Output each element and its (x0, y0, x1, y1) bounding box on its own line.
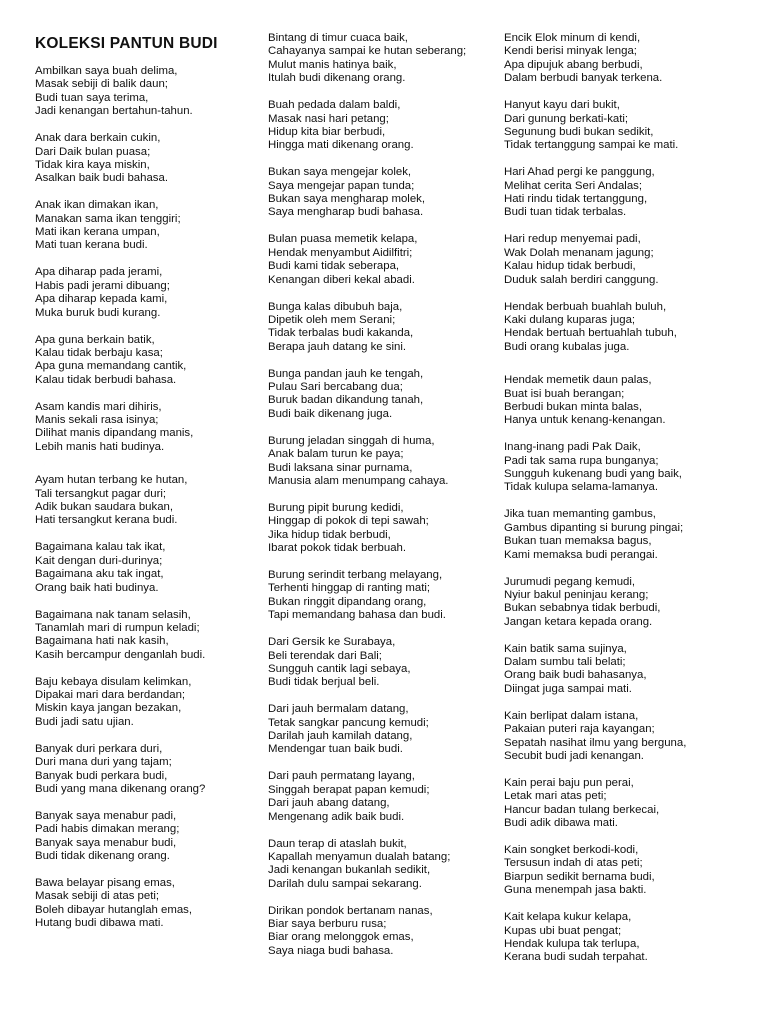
pantun-line: Bintang di timur cuaca baik, (268, 32, 408, 44)
pantun-line: Anak balam turun ke paya; (268, 448, 404, 461)
pantun-line: Buruk badan dikandung tanah, (268, 394, 424, 407)
pantun-stanza (504, 374, 766, 428)
pantun-line: Jurumudi pegang kemudi, (504, 575, 636, 588)
pantun-line: Hidup kita biar berbudi, (268, 125, 386, 138)
pantun-line: Mendengar tuan baik budi. (268, 743, 403, 756)
pantun-line: Dari pauh permatang layang, (268, 770, 415, 783)
pantun-stanza (268, 435, 500, 489)
pantun-line: Duduk salah berdiri canggung. (504, 273, 659, 286)
pantun-line: Letak mari atas peti; (504, 790, 607, 803)
pantun-line: Kerana budi sudah terpahat. (504, 951, 648, 964)
pantun-line: Tanamlah mari di rumpun keladi; (35, 621, 200, 634)
pantun-stanza (35, 334, 263, 388)
pantun-line: Anak ikan dimakan ikan, (35, 199, 159, 212)
pantun-stanza (35, 401, 263, 455)
pantun-line: Buat isi buah berangan; (504, 387, 625, 400)
pantun-line: Burung serindit terbang melayang, (268, 569, 443, 581)
pantun-line: Dirikan pondok bertanam nanas, (268, 904, 433, 917)
pantun-line: Hendak bertuah bertuahlah tubuh, (504, 327, 677, 340)
pantun-line: Saya niaga budi bahasa. (268, 944, 394, 957)
pantun-line: Hanya untuk kenang-kenangan. (504, 414, 666, 427)
pantun-line: Budi tidak dikenang orang. (35, 850, 170, 863)
pantun-line: Jika hidup tidak berbudi, (268, 528, 391, 541)
pantun-line: Cahayanya sampai ke hutan seberang; (268, 45, 467, 58)
pantun-line: Kami memaksa budi perangai. (504, 548, 658, 561)
pantun-stanza (268, 770, 500, 824)
pantun-line: Budi kami tidak seberapa, (268, 260, 400, 273)
pantun-line: Kupas ubi buat pengat; (504, 924, 622, 937)
pantun-line: Anak dara berkain cukin, (35, 132, 161, 145)
pantun-stanza (35, 810, 263, 864)
pantun-line: Lebih manis hati budinya. (35, 440, 165, 453)
pantun-stanza (268, 166, 500, 220)
pantun-line: Masak sebiji di balik daun; (35, 78, 168, 91)
pantun-line: Budi tuan saya terima, (35, 91, 149, 104)
pantun-line: Tapi memandang bahasa dan budi. (268, 609, 446, 622)
pantun-stanza (268, 838, 500, 892)
pantun-stanza (268, 99, 500, 153)
pantun-line: Budi tidak berjual beli. (268, 676, 380, 689)
pantun-line: Biar saya berburu rusa; (268, 918, 387, 931)
pantun-stanza (268, 233, 500, 287)
pantun-line: Asalkan baik budi bahasa. (35, 172, 168, 185)
pantun-line: Bukan sebabnya tidak berbudi, (504, 602, 661, 615)
pantun-line: Orang baik budi bahasanya, (504, 669, 647, 682)
pantun-line: Berapa jauh datang ke sini. (268, 340, 407, 353)
pantun-line: Dari Daik bulan puasa; (35, 145, 151, 158)
pantun-line: Tetak sangkar pancung kemudi; (268, 716, 429, 729)
pantun-line: Tidak tertanggung sampai ke mati. (504, 139, 679, 152)
pantun-line: Muka buruk budi kurang. (35, 306, 161, 319)
pantun-line: Kait dengan duri-durinya; (35, 554, 163, 567)
pantun-line: Dari Gersik ke Surabaya, (268, 636, 396, 649)
pantun-line: Kasih bercampur denganlah budi. (35, 648, 206, 661)
pantun-line: Kalau tidak berbudi bahasa. (35, 373, 177, 386)
pantun-stanza (504, 441, 766, 495)
pantun-line: Bunga pandan jauh ke tengah, (268, 367, 424, 380)
pantun-stanza (504, 233, 766, 287)
pantun-line: Mati ikan kerana umpan, (35, 226, 160, 239)
pantun-line: Budi orang kubalas juga. (504, 340, 630, 353)
pantun-line: Beli terendak dari Bali; (268, 649, 382, 662)
pantun-line: Bulan puasa memetik kelapa, (268, 233, 418, 246)
pantun-line: Bagaimana hati nak kasih, (35, 635, 169, 648)
pantun-line: Bagaimana nak tanam selasih, (35, 608, 191, 621)
pantun-line: Guna menempah jasa bakti. (504, 884, 647, 897)
pantun-line: Manusia alam menumpang cahaya. (268, 474, 449, 487)
column-3 (504, 32, 766, 978)
pantun-line: Kaki dulang kuparas juga; (504, 313, 636, 326)
pantun-line: Gambus dipanting si burung pingai; (504, 521, 684, 534)
pantun-line: Kalau hidup tidak berbudi, (504, 260, 636, 273)
pantun-line: Hanyut kayu dari bukit, (504, 99, 620, 112)
pantun-line: Ibarat pokok tidak berbuah. (268, 542, 407, 555)
pantun-stanza (35, 132, 263, 186)
pantun-line: Jadi kenangan bertahun-tahun. (35, 105, 193, 118)
pantun-line: Banyak saya menabur budi, (35, 836, 177, 849)
pantun-line: Hancur badan tulang berkecai, (504, 803, 660, 816)
pantun-line: Kain songket berkodi-kodi, (504, 844, 639, 856)
pantun-line: Jangan ketara kepada orang. (504, 615, 653, 628)
pantun-stanza (504, 643, 766, 697)
pantun-line: Tersusun indah di atas peti; (504, 857, 643, 870)
pantun-stanza (504, 508, 766, 562)
pantun-line: Budi laksana sinar purnama, (268, 461, 413, 474)
pantun-line: Hendak memetik daun palas, (504, 374, 652, 387)
pantun-line: Mengenang adik baik budi. (268, 810, 405, 823)
pantun-line: Padi tak sama rupa bunganya; (504, 454, 659, 467)
pantun-line: Manakan sama ikan tenggiri; (35, 212, 181, 225)
pantun-line: Baju kebaya disulam kelimkan, (35, 675, 192, 688)
pantun-line: Sungguh kukenang budi yang baik, (504, 468, 682, 481)
pantun-stanza (35, 199, 263, 253)
pantun-line: Tali tersangkut pagar duri; (35, 487, 167, 500)
pantun-line: Dalam berbudi banyak terkena. (504, 72, 663, 85)
pantun-stanza (268, 905, 500, 959)
pantun-line: Hendak menyambut Aidilfitri; (268, 246, 413, 259)
pantun-line: Kalau tidak berbaju kasa; (35, 346, 163, 359)
pantun-line: Padi habis dimakan merang; (35, 823, 180, 836)
pantun-line: Banyak duri perkara duri, (35, 742, 163, 755)
pantun-line: Sungguh cantik lagi sebaya, (268, 662, 411, 675)
pantun-line: Kenangan diberi kekal abadi. (268, 273, 415, 286)
pantun-line: Tidak terbalas budi kakanda, (268, 327, 414, 340)
pantun-line: Banyak saya menabur padi, (35, 809, 177, 822)
pantun-stanza (504, 99, 766, 153)
column-2 (268, 32, 500, 972)
pantun-line: Budi tuan tidak terbalas. (504, 206, 627, 219)
pantun-stanza (35, 676, 263, 730)
pantun-line: Darilah dulu sampai sekarang. (268, 877, 422, 890)
pantun-line: Terhenti hinggap di ranting mati; (268, 582, 431, 595)
pantun-line: Tidak kira kaya miskin, (35, 158, 150, 171)
pantun-line: Kain batik sama sujinya, (504, 642, 627, 655)
pantun-line: Jika tuan memanting gambus, (504, 508, 656, 521)
pantun-stanza (504, 844, 766, 898)
pantun-line: Segunung budi bukan sedikit, (504, 125, 654, 138)
pantun-line: Melihat cerita Seri Andalas; (504, 179, 643, 192)
pantun-line: Encik Elok minum di kendi, (504, 32, 641, 44)
pantun-line: Orang baik hati budinya. (35, 581, 159, 594)
pantun-line: Bagaimana aku tak ingat, (35, 568, 164, 581)
pantun-line: Diingat juga sampai mati. (504, 682, 632, 695)
pantun-line: Dari jauh abang datang, (268, 797, 390, 810)
pantun-stanza (35, 609, 263, 663)
pantun-line: Itulah budi dikenang orang. (268, 72, 406, 85)
pantun-line: Hari Ahad pergi ke panggung, (504, 166, 655, 179)
pantun-line: Ayam hutan terbang ke hutan, (35, 474, 188, 487)
pantun-line: Bawa belayar pisang emas, (35, 877, 175, 889)
pantun-line: Kain perai baju pun perai, (504, 776, 634, 789)
pantun-line: Sepatah nasihat ilmu yang berguna, (504, 736, 687, 749)
pantun-line: Masak sebiji di atas peti; (35, 890, 160, 903)
pantun-line: Dalam sumbu tali belati; (504, 656, 626, 669)
pantun-line: Dari gunung berkati-kati; (504, 112, 629, 125)
pantun-line: Hendak berbuah buahlah buluh, (504, 300, 667, 313)
pantun-line: Biar orang melonggok emas, (268, 931, 414, 944)
pantun-stanza (268, 502, 500, 556)
pantun-line: Secubit budi jadi kenangan. (504, 749, 644, 762)
pantun-line: Budi adik dibawa mati. (504, 817, 618, 830)
pantun-line: Inang-inang padi Pak Daik, (504, 441, 641, 454)
pantun-line: Jadi kenangan bukanlah sedikit, (268, 864, 431, 877)
pantun-line: Budi yang mana dikenang orang? (35, 782, 206, 795)
pantun-stanza (35, 541, 263, 595)
pantun-stanza (35, 65, 263, 119)
pantun-line: Daun terap di ataslah bukit, (268, 837, 407, 850)
pantun-line: Duri mana duri yang tajam; (35, 756, 172, 769)
pantun-line: Hati rindu tidak tertanggung, (504, 193, 648, 206)
pantun-line: Hendak kulupa tak terlupa, (504, 937, 640, 950)
pantun-line: Kendi berisi minyak lenga; (504, 45, 637, 58)
pantun-stanza (268, 636, 500, 690)
pantun-line: Pakaian puteri raja kayangan; (504, 723, 655, 736)
pantun-stanza (504, 301, 766, 355)
pantun-stanza (35, 743, 263, 797)
pantun-stanza (35, 474, 263, 528)
pantun-line: Wak Dolah menanam jagung; (504, 246, 654, 259)
pantun-line: Mati tuan kerana budi. (35, 239, 148, 252)
pantun-line: Habis padi jerami dibuang; (35, 279, 170, 292)
pantun-line: Kain berlipat dalam istana, (504, 709, 639, 722)
pantun-stanza (504, 166, 766, 220)
pantun-line: Bukan saya mengejar kolek, (268, 166, 412, 179)
pantun-stanza (504, 777, 766, 831)
pantun-line: Dari jauh bermalam datang, (268, 703, 409, 716)
pantun-line: Apa dipujuk abang berbudi, (504, 58, 643, 71)
pantun-line: Apa guna memandang cantik, (35, 360, 187, 373)
pantun-line: Boleh dibayar hutanglah emas, (35, 903, 193, 916)
pantun-line: Bukan tuan memaksa bagus, (504, 535, 652, 548)
pantun-line: Nyiur bakul peninjau kerang; (504, 588, 649, 601)
pantun-stanza (35, 266, 263, 320)
pantun-line: Apa diharap kepada kami, (35, 293, 168, 306)
pantun-line: Biarpun sedikit bernama budi, (504, 870, 655, 883)
pantun-stanza (268, 301, 500, 355)
pantun-line: Masak nasi hari petang; (268, 112, 389, 125)
pantun-line: Pulau Sari bercabang dua; (268, 381, 403, 394)
pantun-stanza (35, 877, 263, 931)
pantun-line: Manis sekali rasa isinya; (35, 414, 159, 427)
pantun-line: Budi jadi satu ujian. (35, 715, 134, 728)
pantun-line: Bukan ringgit dipandang orang, (268, 595, 427, 608)
pantun-line: Miskin kaya jangan bezakan, (35, 702, 182, 715)
pantun-line: Dilihat manis dipandang manis, (35, 427, 194, 440)
page-title: KOLEKSI PANTUN BUDI (35, 35, 218, 52)
pantun-line: Saya mengharap budi bahasa. (268, 206, 424, 219)
pantun-line: Burung jeladan singgah di huma, (268, 434, 435, 447)
pantun-line: Hingga mati dikenang orang. (268, 139, 414, 152)
pantun-line: Bunga kalas dibubuh baja, (268, 300, 403, 313)
pantun-line: Tidak kulupa selama-lamanya. (504, 481, 659, 494)
pantun-line: Burung pipit burung kedidi, (268, 501, 404, 514)
pantun-stanza (504, 710, 766, 764)
pantun-line: Bagaimana kalau tak ikat, (35, 541, 166, 554)
pantun-line: Hinggap di pokok di tepi sawah; (268, 515, 429, 528)
pantun-line: Buah pedada dalam baldi, (268, 99, 401, 112)
pantun-stanza (504, 32, 766, 86)
pantun-stanza (268, 703, 500, 757)
pantun-line: Hati tersangkut kerana budi. (35, 514, 178, 527)
pantun-line: Mulut manis hatinya baik, (268, 58, 397, 71)
pantun-line: Darilah jauh kamilah datang, (268, 730, 413, 743)
pantun-line: Ambilkan saya buah delima, (35, 65, 178, 77)
pantun-stanza (268, 569, 500, 623)
pantun-line: Singgah berapat papan kemudi; (268, 783, 430, 796)
column-1 (35, 32, 263, 944)
pantun-line: Hutang budi dibawa mati. (35, 917, 164, 930)
pantun-line: Apa diharap pada jerami, (35, 266, 163, 279)
pantun-stanza (268, 368, 500, 422)
pantun-line: Hari redup menyemai padi, (504, 233, 641, 246)
pantun-line: Budi baik dikenang juga. (268, 407, 393, 420)
pantun-line: Saya mengejar papan tunda; (268, 179, 415, 192)
pantun-line: Adik bukan saudara bukan, (35, 501, 174, 514)
pantun-line: Asam kandis mari dihiris, (35, 400, 162, 413)
pantun-stanza (268, 32, 500, 86)
pantun-line: Berbudi bukan minta balas, (504, 400, 643, 413)
pantun-line: Dipetik oleh mem Serani; (268, 313, 396, 326)
pantun-stanza (504, 576, 766, 630)
pantun-line: Apa guna berkain batik, (35, 333, 155, 346)
pantun-line: Bukan saya mengharap molek, (268, 193, 426, 206)
pantun-line: Banyak budi perkara budi, (35, 769, 168, 782)
pantun-line: Dipakai mari dara berdandan; (35, 689, 186, 702)
pantun-line: Kapallah menyamun dualah batang; (268, 850, 451, 863)
pantun-stanza (504, 911, 766, 965)
pantun-line: Kait kelapa kukur kelapa, (504, 911, 632, 924)
